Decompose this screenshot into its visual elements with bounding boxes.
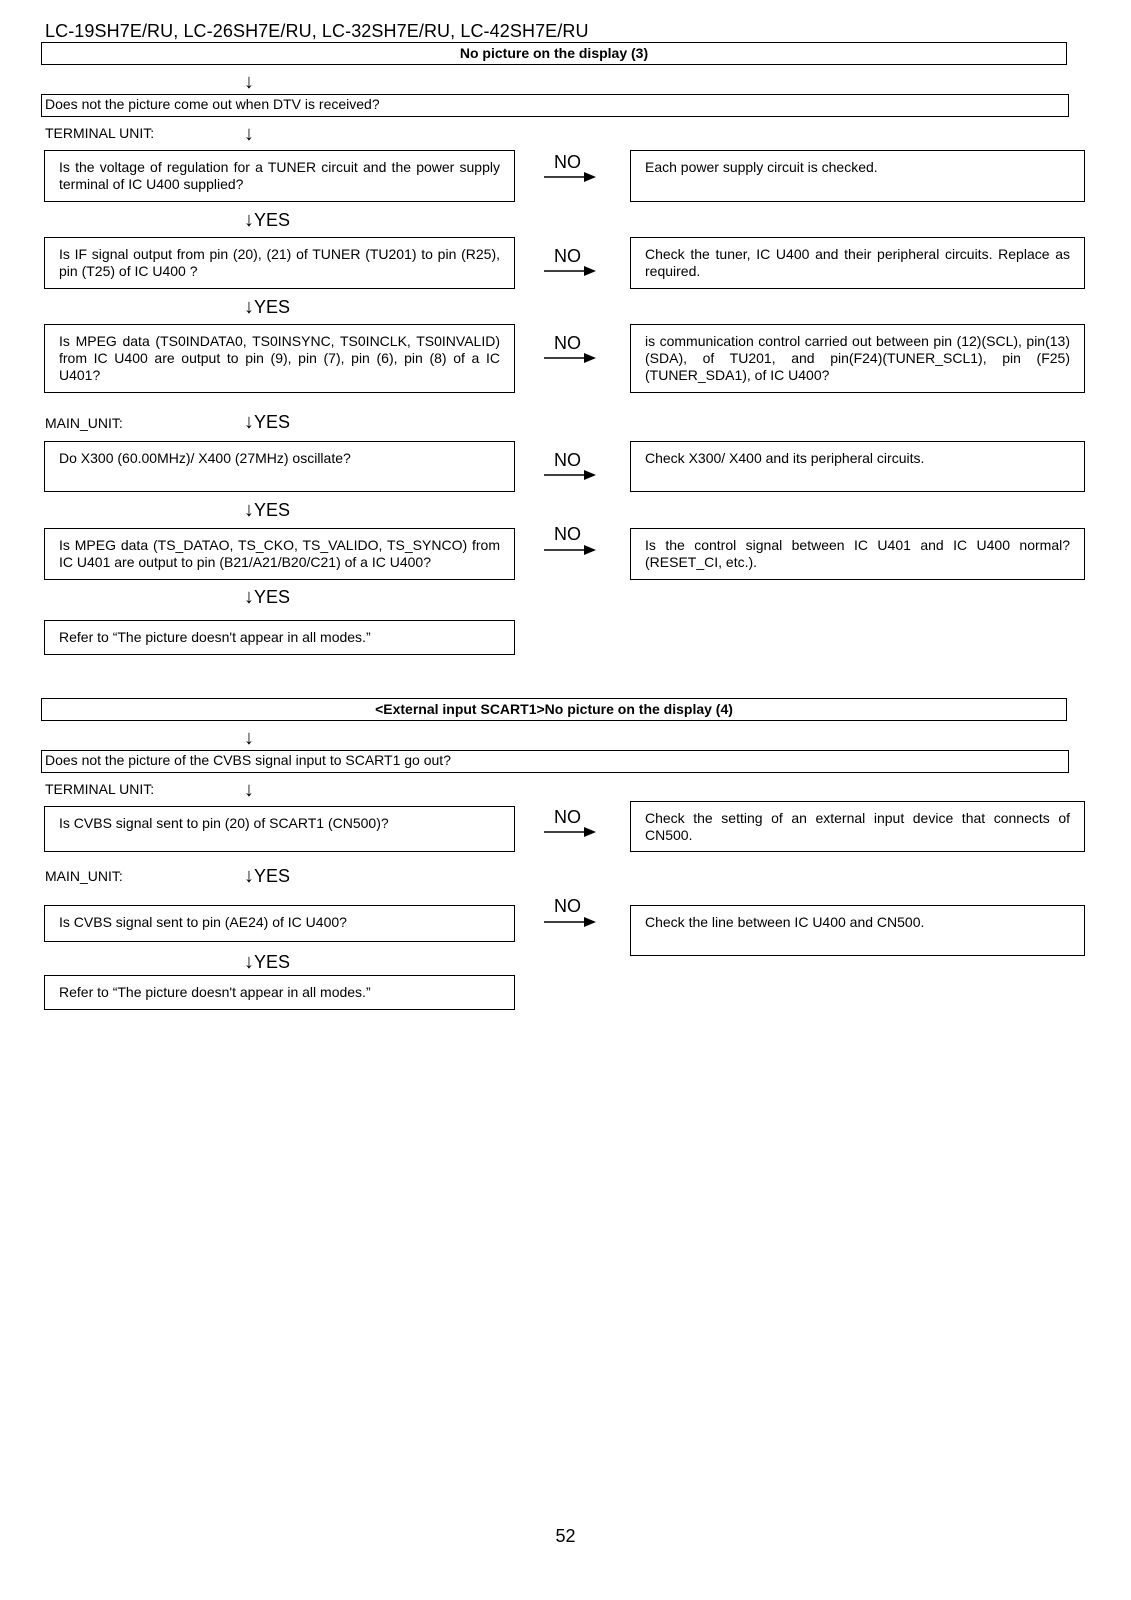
action-box: Check X300/ X400 and its peripheral circuits. [630,441,1085,492]
right-arrow-icon [544,544,596,556]
down-arrow-icon: ↓ [244,296,254,318]
action-box: Each power supply circuit is checked. [630,150,1085,202]
down-arrow-icon: ↓ [244,499,254,521]
question-bar: Does not the picture come out when DTV is received? [41,94,1069,117]
right-arrow-icon [544,352,596,364]
action-box: is communication control carried out between pin (12)(SCL), pin(13)(SDA), of TU201, and pin(F24)(TUNER_SCL1), pin (F25)(TUNER_SDA1), of IC U400? [630,324,1085,393]
final-box: Refer to “The picture doesn't appear in all modes.” [44,975,515,1010]
yes-arrow [244,586,290,608]
check-box: Is CVBS signal sent to pin (20) of SCART1 (CN500)? [44,806,515,852]
no-label: NO [554,152,581,172]
no-label: NO [554,246,581,266]
down-arrow-icon: ↓ [244,123,254,145]
no-label: NO [554,896,581,916]
question-bar: Does not the picture of the CVBS signal input to SCART1 go out? [41,750,1069,773]
document-header: LC-19SH7E/RU, LC-26SH7E/RU, LC-32SH7E/RU, LC-42SH7E/RU [45,21,589,41]
unit-label-terminal: TERMINAL UNIT: [45,125,155,141]
right-arrow-icon [544,469,596,481]
no-label: NO [554,807,581,827]
yes-label: YES [254,210,291,230]
action-box: Is the control signal between IC U401 and IC U400 normal? (RESET_CI, etc.). [630,528,1085,580]
yes-arrow [244,411,290,433]
down-arrow-icon: ↓ [244,71,254,93]
section-title: <External input SCART1>No picture on the display (4) [41,698,1067,721]
down-arrow-icon: ↓ [244,779,254,801]
unit-label-main: MAIN_UNIT: [45,868,123,884]
check-box: Do X300 (60.00MHz)/ X400 (27MHz) oscillate? [44,441,515,492]
page-number: 52 [555,1526,576,1546]
action-box: Check the line between IC U400 and CN500. [630,905,1085,956]
right-arrow-icon [544,265,596,277]
yes-label: YES [254,587,291,607]
yes-arrow [244,296,290,318]
yes-label: YES [254,297,291,317]
check-box: Is MPEG data (TS_DATAO, TS_CKO, TS_VALIDO, TS_SYNCO) from IC U401 are output to pin (B21/A21/B20/C21) of a IC U400? [44,528,515,580]
check-box: Is MPEG data (TS0INDATA0, TS0INSYNC, TS0INCLK, TS0INVALID) from IC U400 are output to pin (9), pin (7), pin (6), pin (8) of a IC U401? [44,324,515,393]
yes-arrow [244,865,290,887]
down-arrow-icon: ↓ [244,951,254,973]
action-box: Check the tuner, IC U400 and their peripheral circuits. Replace as required. [630,237,1085,289]
no-label: NO [554,333,581,353]
unit-label-terminal: TERMINAL UNIT: [45,781,155,797]
yes-label: YES [254,500,291,520]
yes-label: YES [254,952,291,972]
check-box: Is the voltage of regulation for a TUNER circuit and the power supply terminal of IC U400 supplied? [44,150,515,202]
down-arrow-icon: ↓ [244,586,254,608]
unit-label-main: MAIN_UNIT: [45,415,123,431]
check-box: Is IF signal output from pin (20), (21) of TUNER (TU201) to pin (R25), pin (T25) of IC U400 ? [44,237,515,289]
no-label: NO [554,524,581,544]
yes-arrow [244,209,290,231]
right-arrow-icon [544,826,596,838]
yes-arrow [244,499,290,521]
right-arrow-icon [544,171,596,183]
down-arrow-icon: ↓ [244,411,254,433]
down-arrow-icon: ↓ [244,727,254,749]
action-box: Check the setting of an external input device that connects of CN500. [630,801,1085,852]
yes-arrow [244,951,290,973]
section-title: No picture on the display (3) [41,42,1067,65]
final-box: Refer to “The picture doesn't appear in all modes.” [44,620,515,655]
yes-label: YES [254,866,291,886]
down-arrow-icon: ↓ [244,865,254,887]
down-arrow-icon: ↓ [244,209,254,231]
no-label: NO [554,450,581,470]
right-arrow-icon [544,916,596,928]
yes-label: YES [254,412,291,432]
check-box: Is CVBS signal sent to pin (AE24) of IC U400? [44,905,515,942]
